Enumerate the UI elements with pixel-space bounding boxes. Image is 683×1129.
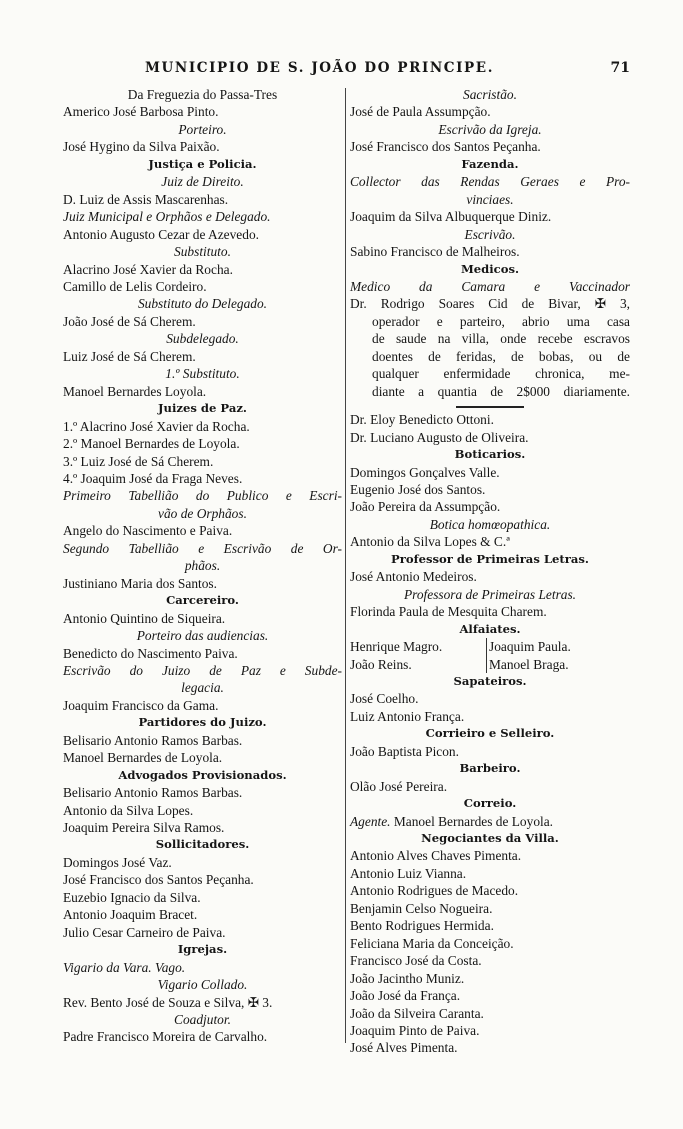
right-column: [350, 86, 630, 1057]
entry-line: Benjamin Celso Nogueira.: [350, 900, 493, 916]
office-title: Porteiro das audiencias.: [136, 628, 269, 644]
section-heading: Medicos.: [460, 261, 520, 276]
page-number: 71: [610, 60, 630, 76]
entry-line: Belisario Antonio Ramos Barbas.: [63, 785, 243, 801]
entry-line: Camillo de Lelis Cordeiro.: [63, 278, 207, 294]
office-title: Substituto do Delegado.: [137, 296, 268, 312]
entry-line: Florinda Paula de Mesquita Charem.: [350, 604, 547, 620]
entry-line: operador e parteiro, abrio uma casa: [372, 313, 630, 329]
office-title: Escrivão da Igreja.: [438, 121, 542, 137]
section-heading: Negociantes da Villa.: [421, 831, 559, 846]
entry-line: doentes de feridas, de bobas, ou de: [372, 348, 630, 364]
entry-line: José de Paula Assumpção.: [350, 104, 491, 120]
two-name-row: [350, 656, 630, 673]
section-heading: Sollicitadores.: [155, 837, 250, 852]
office-title: Medico da Camara e Vaccinador: [350, 278, 630, 294]
office-title: Coadjutor.: [174, 1012, 231, 1028]
entry-line: João Baptista Picon.: [350, 743, 459, 759]
entry-line: João Pereira da Assumpção.: [350, 499, 501, 515]
entry-line: Dr. Rodrigo Soares Cid de Bivar, ✠ 3,: [350, 296, 630, 312]
office-title: vinciaes.: [466, 191, 514, 207]
entry-line: Joaquim Francisco da Gama.: [63, 697, 219, 713]
entry-line: Domingos José Vaz.: [63, 854, 172, 870]
office-title: Primeiro Tabellião do Publico e Escri-: [63, 488, 342, 504]
entry-line: Antonio Joaquim Bracet.: [63, 907, 198, 923]
office-title: Subdelegado.: [166, 331, 239, 347]
office-title: Segundo Tabellião e Escrivão de Or-: [63, 540, 342, 556]
entry-line: Joaquim Pinto de Paiva.: [350, 1023, 480, 1039]
section-heading: Professor de Primeiras Letras.: [391, 551, 589, 566]
entry-line: Antonio Quintino de Siqueira.: [63, 610, 226, 626]
entry-line: José Alves Pimenta.: [350, 1040, 458, 1056]
entry-line: Sabino Francisco de Malheiros.: [350, 244, 520, 260]
entry-line: 1.º Alacrino José Xavier da Rocha.: [63, 418, 250, 434]
entry-line: João José de Sá Cherem.: [63, 313, 196, 329]
office-title: legacia.: [181, 680, 224, 696]
entry-line: Antonio Luiz Vianna.: [350, 865, 467, 881]
entry-line: Alacrino José Xavier da Rocha.: [63, 261, 233, 277]
entry-name: Joaquim Paula.: [486, 638, 571, 655]
office-title: Escrivão do Juizo de Paz e Subde-: [63, 662, 342, 678]
entry-line: de saude na villa, onde recebe escravos: [372, 331, 630, 347]
entry-name: Henrique Magro.: [350, 639, 443, 655]
entry-line: João da Silveira Caranta.: [350, 1005, 484, 1021]
section-heading: Corrieiro e Selleiro.: [425, 726, 555, 741]
entry-line: Antonio da Silva Lopes & C.ª: [350, 534, 510, 550]
entry-name: Manoel Braga.: [486, 656, 569, 673]
two-name-row: [350, 638, 630, 655]
entry-line: Eugenio José dos Santos.: [350, 481, 486, 497]
entry-line: Dr. Luciano Augusto de Oliveira.: [350, 429, 529, 445]
section-heading: Justiça e Policia.: [148, 156, 257, 171]
entry-line: Dr. Eloy Benedicto Ottoni.: [350, 412, 494, 428]
entry-line: Feliciana Maria da Conceição.: [350, 935, 514, 951]
entry-line: Antonio Rodrigues de Macedo.: [350, 883, 519, 899]
entry-line: Joaquim Pereira Silva Ramos.: [63, 820, 225, 836]
entry-line: João Jacintho Muniz.: [350, 970, 465, 986]
entry-line: Luiz Antonio França.: [350, 708, 465, 724]
section-heading: Partidores do Juizo.: [138, 715, 267, 730]
office-title: 1.º Substituto.: [165, 366, 240, 382]
entry-name: Manoel Bernardes de Loyola.: [390, 813, 554, 829]
entry-line: 4.º Joaquim José da Fraga Neves.: [63, 470, 243, 486]
office-title: phãos.: [184, 558, 221, 574]
section-heading: Fazenda.: [461, 156, 519, 171]
section-heading: Barbeiro.: [459, 761, 521, 776]
office-title: Substituto.: [174, 244, 231, 260]
office-title: Vigario Collado.: [157, 977, 248, 993]
entry-line: Da Freguezia do Passa-Tres: [127, 87, 278, 102]
entry-line: Americo José Barbosa Pinto.: [63, 104, 219, 120]
section-heading: Alfaiates.: [459, 621, 521, 636]
office-title: Escrivão.: [464, 226, 516, 242]
office-title: Botica homœopathica.: [429, 516, 551, 532]
office-title: Collector das Rendas Geraes e Pro-: [350, 174, 630, 190]
entry-line: José Francisco dos Santos Peçanha.: [350, 139, 541, 155]
office-title: Juiz Municipal e Orphãos e Delegado.: [63, 209, 271, 225]
office-title: vão de Orphãos.: [158, 505, 247, 521]
entry-line: Angelo do Nascimento e Paiva.: [63, 523, 233, 539]
office-label: Agente.: [350, 813, 391, 829]
entry-line: Antonio da Silva Lopes.: [63, 802, 194, 818]
entry-line: Julio Cesar Carneiro de Paiva.: [63, 924, 226, 940]
entry-line: Belisario Antonio Ramos Barbas.: [63, 732, 243, 748]
entry-line: Joaquim da Silva Albuquerque Diniz.: [350, 209, 552, 225]
entry-line: Bento Rodrigues Hermida.: [350, 918, 494, 934]
entry-line: Francisco José da Costa.: [350, 953, 482, 969]
entry-line: José Francisco dos Santos Peçanha.: [63, 872, 254, 888]
office-title: Sacristão.: [463, 87, 517, 102]
column-divider: [345, 88, 346, 1043]
entry-line: Padre Francisco Moreira de Carvalho.: [63, 1029, 268, 1045]
entry-line: Manoel Bernardes Loyola.: [63, 383, 207, 399]
entry-line: Manoel Bernardes de Loyola.: [63, 750, 223, 766]
section-heading: Advogados Provisionados.: [118, 767, 287, 782]
entry-line: qualquer enfermidade chronica, me-: [372, 366, 630, 382]
entry-line: Olão José Pereira.: [350, 778, 448, 794]
section-heading: Correio.: [463, 796, 517, 811]
section-heading: Igrejas.: [177, 942, 228, 957]
entry-line: Domingos Gonçalves Valle.: [350, 464, 500, 480]
entry-line: diante a quantia de 2$000 diariamente.: [372, 383, 630, 399]
entry-line: José Antonio Medeiros.: [350, 569, 477, 585]
left-column: [63, 86, 342, 1046]
entry-line: 3.º Luiz José de Sá Cherem.: [63, 453, 214, 469]
section-rule: [456, 406, 524, 408]
entry-line: João José da França.: [350, 988, 461, 1004]
entry-line: José Coelho.: [350, 691, 419, 707]
entry-line: Justiniano Maria dos Santos.: [63, 575, 217, 591]
page-header: [60, 60, 630, 86]
entry-name: João Reins.: [350, 656, 412, 672]
entry-line: Antonio Alves Chaves Pimenta.: [350, 848, 522, 864]
section-heading: Sapateiros.: [453, 673, 527, 688]
office-title: Juiz de Direito.: [161, 174, 244, 190]
entry-line: Benedicto do Nascimento Paiva.: [63, 645, 238, 661]
entry-line: Rev. Bento José de Souza e Silva, ✠ 3.: [63, 994, 273, 1010]
office-title: Professora de Primeiras Letras.: [403, 586, 577, 602]
section-heading: Juizes de Paz.: [158, 401, 247, 416]
entry-line: Antonio Augusto Cezar de Azevedo.: [63, 226, 259, 242]
section-heading: Carcereiro.: [166, 593, 239, 608]
entry-line: Euzebio Ignacio da Silva.: [63, 889, 201, 905]
entry-line: José Hygino da Silva Paixão.: [63, 139, 220, 155]
office-title: Porteiro.: [178, 121, 227, 137]
entry-line: 2.º Manoel Bernardes de Loyola.: [63, 436, 240, 452]
entry-line: D. Luiz de Assis Mascarenhas.: [63, 191, 229, 207]
entry-line: [350, 813, 630, 830]
running-head: MUNICIPIO DE S. JOÃO DO PRINCIPE.: [145, 60, 494, 76]
entry-line: Luiz José de Sá Cherem.: [63, 348, 196, 364]
section-heading: Boticarios.: [454, 447, 526, 462]
office-title: Vigario da Vara. Vago.: [63, 959, 186, 975]
